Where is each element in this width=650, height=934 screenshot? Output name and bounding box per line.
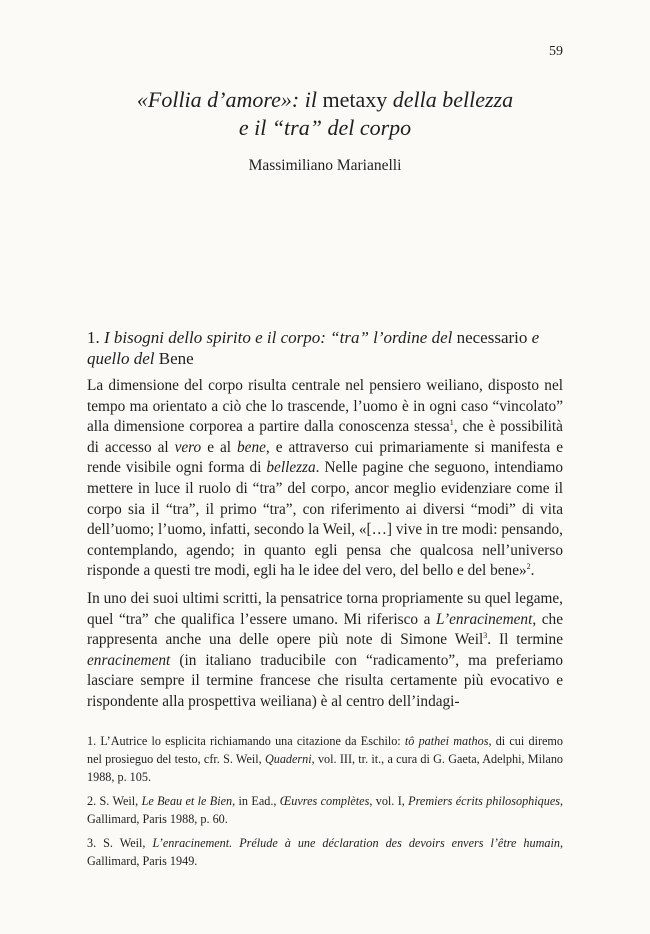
emphasis: Œuvres complètes: [279, 794, 370, 808]
emphasis: L’enracinement: [436, 610, 533, 628]
footnote-ref-3: 3: [483, 631, 488, 641]
text-run: In uno dei suoi ultimi scritti, la pensatrice torna propriamente su quel legame, quel “tra” che qualifica l’essere umano. Mi riferisco a: [87, 589, 563, 628]
heading-roman-part: Bene: [154, 349, 194, 368]
page-number: 59: [549, 44, 563, 59]
text-run: , e attraverso cui primariamente si manifesta e rende visibile ogni forma di: [87, 438, 563, 477]
emphasis: Le Beau et le Bien: [141, 794, 233, 808]
title-line-1: [0, 86, 650, 114]
paragraph-1: [87, 376, 563, 582]
title-italic-part: della bellezza: [387, 87, 514, 112]
heading-italic-part: I bisogni dello spirito e il corpo: “tra” l’ordine del: [104, 328, 453, 347]
paragraph-2: [87, 589, 563, 713]
emphasis: Premiers écrits philosophiques: [408, 794, 560, 808]
body-text: [87, 376, 563, 720]
text-run: . Nelle pagine che seguono, intendiamo mettere in luce il ruolo di “tra” del corpo, ancor meglio evidenziare come il corpo sia il “tra”, il primo “tra”, con riferimento ai diversi “modi” di vita dell’uomo; l’uomo, infatti, secondo la Weil, «[…] vive in tre modi: pensando, contemplando, agendo; in quanto egli pensa che qualcosa nell’universo risponde a questi tre modi, egli ha le idee del vero, del bello e del bene»: [87, 459, 563, 580]
emphasis: bene: [237, 438, 266, 456]
text-run: , che rappresenta anche una delle opere più note di Simone Weil: [87, 610, 563, 649]
text-run: , di cui diremo nel prosieguo del testo, cfr. S. Weil,: [87, 734, 564, 766]
emphasis: Quaderni: [264, 752, 312, 766]
text-run: 3. S. Weil,: [87, 836, 153, 850]
text-run: , vol. I,: [369, 794, 409, 808]
text-run: , vol. III, tr. it., a cura di G. Gaeta, Adelphi, Milano 1988, p. 105.: [87, 752, 564, 784]
emphasis: tô pathei mathos: [404, 734, 489, 748]
footnote-ref-2: 2: [526, 562, 531, 572]
title-line-2: e il “tra” del corpo: [238, 115, 412, 140]
text-run: , in Ead.,: [232, 794, 280, 808]
footnote-ref-1: 1: [449, 418, 454, 428]
text-run: , Gallimard, Paris 1949.: [87, 836, 564, 868]
text-run: (in italiano traducibile con “radicamento”, ma preferiamo lasciare sempre il termine francese che risulta certamente più evocativo e rispondente alla prospettiva weiliana) è al centro dell’indagi-: [87, 651, 563, 710]
text-run: La dimensione del corpo risulta centrale nel pensiero weiliano, disposto nel tempo ma orientato a ciò che lo trascende, l’uomo è in ogni caso “vincolato” alla dimensione corporea a partire dalla conoscenza stessa: [87, 377, 563, 436]
heading-italic-part: e quello del: [87, 328, 540, 368]
text-run: 2. S. Weil,: [87, 794, 142, 808]
author-name: Massimiliano Marianelli: [248, 157, 402, 174]
emphasis: vero: [174, 438, 202, 456]
emphasis: L’enracinement. Prélude à une déclaration des devoirs envers l’être humain: [152, 836, 560, 850]
footnote-1: [87, 732, 563, 786]
text-run: 1. L’Autrice lo esplicita richiamando una citazione da Eschilo:: [87, 734, 405, 748]
text-run: .: [530, 562, 535, 580]
footnote-2: [87, 792, 563, 828]
emphasis: enracinement: [87, 651, 171, 669]
section-number: 1.: [87, 328, 104, 347]
text-run: . Il termine: [487, 631, 563, 649]
title-roman-term: metaxy: [322, 87, 388, 112]
title-italic-part: «Follia d’amore»: il: [136, 87, 323, 112]
emphasis: bellezza: [266, 459, 316, 477]
footnotes: [87, 732, 563, 876]
text-run: , Gallimard, Paris 1988, p. 60.: [87, 794, 564, 826]
text-run: e al: [201, 438, 237, 456]
footnote-3: [87, 834, 563, 870]
text-run: , che è possibilità di accesso al: [87, 418, 563, 456]
chapter-title: [0, 86, 650, 142]
section-heading: [87, 327, 563, 369]
heading-roman-part: necessario: [452, 328, 532, 347]
